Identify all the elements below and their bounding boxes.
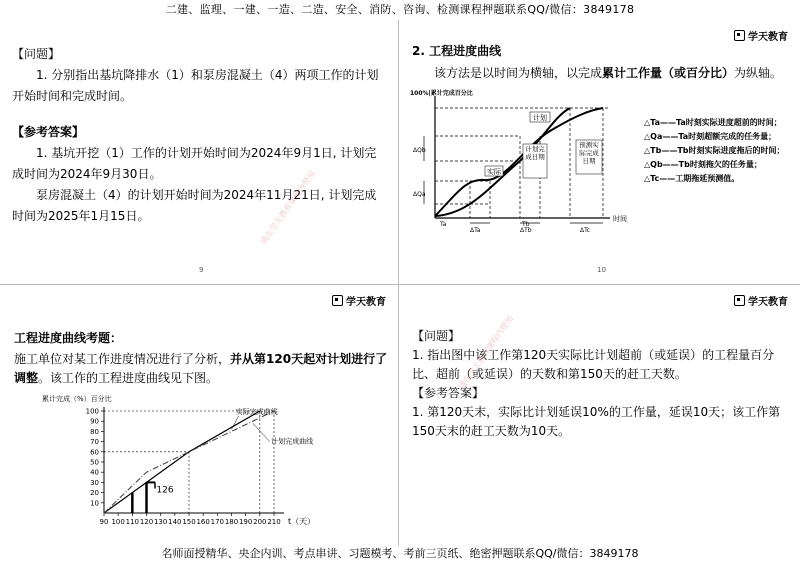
logo-mark-icon [734, 295, 745, 306]
page-header: 二建、监理、一建、一造、二造、安全、消防、咨询、检测课程押题联系QQ/微信：3849178 [165, 3, 635, 16]
series-label-plan: 计划完成曲线 [271, 437, 314, 446]
delta-ta-label: ΔTa [470, 227, 481, 234]
delta-qb-label: ΔQb [413, 147, 426, 154]
slide-title: 2. 工程进度曲线 [412, 44, 502, 58]
page-footer: 名师面授精华、央企内训、考点串讲、习题模考、考前三页纸、绝密押题联系QQ/微信：3849178 [161, 547, 639, 560]
x-tick-label: 130 [153, 518, 168, 526]
logo-mark-icon [734, 30, 745, 41]
leader-line [232, 416, 239, 429]
y-tick-label: 50 [90, 458, 99, 467]
slide-exam-question [4, 287, 396, 543]
x-tick-label: 170 [210, 518, 225, 526]
plan-finish-label: 计划完成日期 [525, 145, 545, 161]
slide-progress-curve-intro [402, 22, 798, 282]
delta-tb-label: ΔTb [520, 227, 532, 234]
legend-item: △Qb——Tb时刻拖欠的任务量； [644, 160, 762, 169]
legend-item: △Tb——Tb时刻实际进度拖后的时间； [644, 146, 785, 155]
logo: 学天教育 [734, 293, 788, 308]
page-number: 10 [597, 266, 606, 274]
series-label-actual: 实际完成曲线 [235, 408, 278, 417]
plan-curve [435, 108, 570, 216]
question-heading: 【问题】 [12, 47, 61, 61]
page-number: 9 [199, 266, 204, 274]
x-tick-label: 200 [253, 518, 267, 526]
x-tick-label: 160 [196, 518, 210, 526]
y-tick-label: 20 [90, 489, 99, 498]
series-line-actual [104, 411, 260, 513]
x-tick-label: 140 [168, 518, 182, 526]
y-tick-label: 60 [90, 448, 99, 457]
time-axis-label: 时间 [613, 215, 627, 223]
slide-question-answer-2 [402, 287, 798, 543]
x-tick-label: 190 [238, 518, 253, 526]
y-tick-label: 10 [90, 499, 99, 508]
answer-heading: 【参考答案】 [412, 386, 485, 400]
slide-description: 该方法是以时间为横轴，以完成累计工作量（或百分比）为纵轴。 [434, 66, 783, 80]
y-tick-label: 90 [90, 417, 99, 426]
plan-label: 计划 [533, 114, 547, 122]
slide-question-answer-1 [4, 22, 396, 282]
x-tick-label: 100 [111, 518, 125, 526]
watermark: 请在学天教育课程内使用 [457, 313, 515, 392]
tb-label: Tb [522, 221, 530, 228]
question-heading: 【问题】 [412, 329, 461, 343]
vertical-divider [398, 20, 399, 546]
x-tick-label: 110 [125, 518, 140, 526]
y-tick-label: 40 [90, 468, 99, 477]
logo-mark-icon [332, 295, 343, 306]
answer-heading: 【参考答案】 [12, 125, 85, 139]
question-text: 1. 指出图中该工作第120天实际比计划超前（或延误）的工程量百分比、超前（或延误）的天数和第150天的赶工天数。 [412, 348, 775, 381]
progress-chart [4, 387, 396, 527]
answer-paragraph-1: 1. 基坑开挖（1）工作的计划开始时间为2024年9月1日, 计划完成时间为2024年9月30日。 [12, 146, 377, 181]
logo: 学天教育 [332, 293, 386, 308]
question-text: 1. 分别指出基坑降排水（1）和泵房混凝土（4）两项工作的计划开始时间和完成时间。 [12, 68, 379, 103]
x-tick-label: 90 [99, 518, 109, 526]
y-tick-label: 30 [90, 478, 99, 487]
x-tick-label: 180 [224, 518, 239, 526]
ta-label: Ta [440, 221, 447, 228]
x-axis-label: t（天） [288, 517, 316, 526]
delta-tc-label: ΔTc [580, 227, 591, 234]
x-tick-label: 120 [139, 518, 154, 526]
legend-item: △Ta——Ta时刻实际进度超前的时间； [644, 118, 782, 127]
annotation-126: 126 [156, 485, 174, 496]
actual-label: 实际 [487, 168, 501, 176]
x-tick-label: 210 [267, 518, 281, 526]
legend-item: △Tc——工期拖延预测值。 [644, 174, 740, 183]
legend-item: △Qa——Ta时刻超额完成的任务量； [644, 132, 777, 141]
horizontal-divider [0, 284, 800, 285]
answer-text: 1. 第120天末，实际比计划延误10%的工作量，延误10天；该工作第150天末的赶工天数为10天。 [412, 405, 781, 438]
predicted-finish-label: 预测实际完成日期 [579, 141, 599, 165]
watermark: 请在学天教育课程内使用 [259, 168, 317, 247]
slide-title: 工程进度曲线考题： [14, 331, 123, 345]
y-tick-label: 100 [85, 407, 99, 416]
slide-description: 施工单位对某工作进度情况进行了分析，并从第120天起对计划进行了调整。该工作的工程进度曲线见下图。 [14, 352, 388, 385]
y-axis-label: 累计完成（%）百分比 [42, 395, 112, 403]
leader-line [253, 423, 270, 441]
answer-paragraph-2: 泵房混凝土（4）的计划开始时间为2024年11月21日, 计划完成时间为2025年1月15日。 [12, 188, 377, 223]
delta-qa-label: ΔQa [413, 191, 426, 198]
diagram-legend [644, 116, 785, 186]
logo: 学天教育 [734, 28, 788, 43]
diagram-y-label: 100%|累计完成百分比 [410, 90, 473, 97]
y-tick-label: 80 [90, 427, 99, 436]
y-tick-label: 70 [90, 438, 99, 447]
s-curve-diagram [410, 86, 642, 246]
x-tick-label: 150 [182, 518, 196, 526]
